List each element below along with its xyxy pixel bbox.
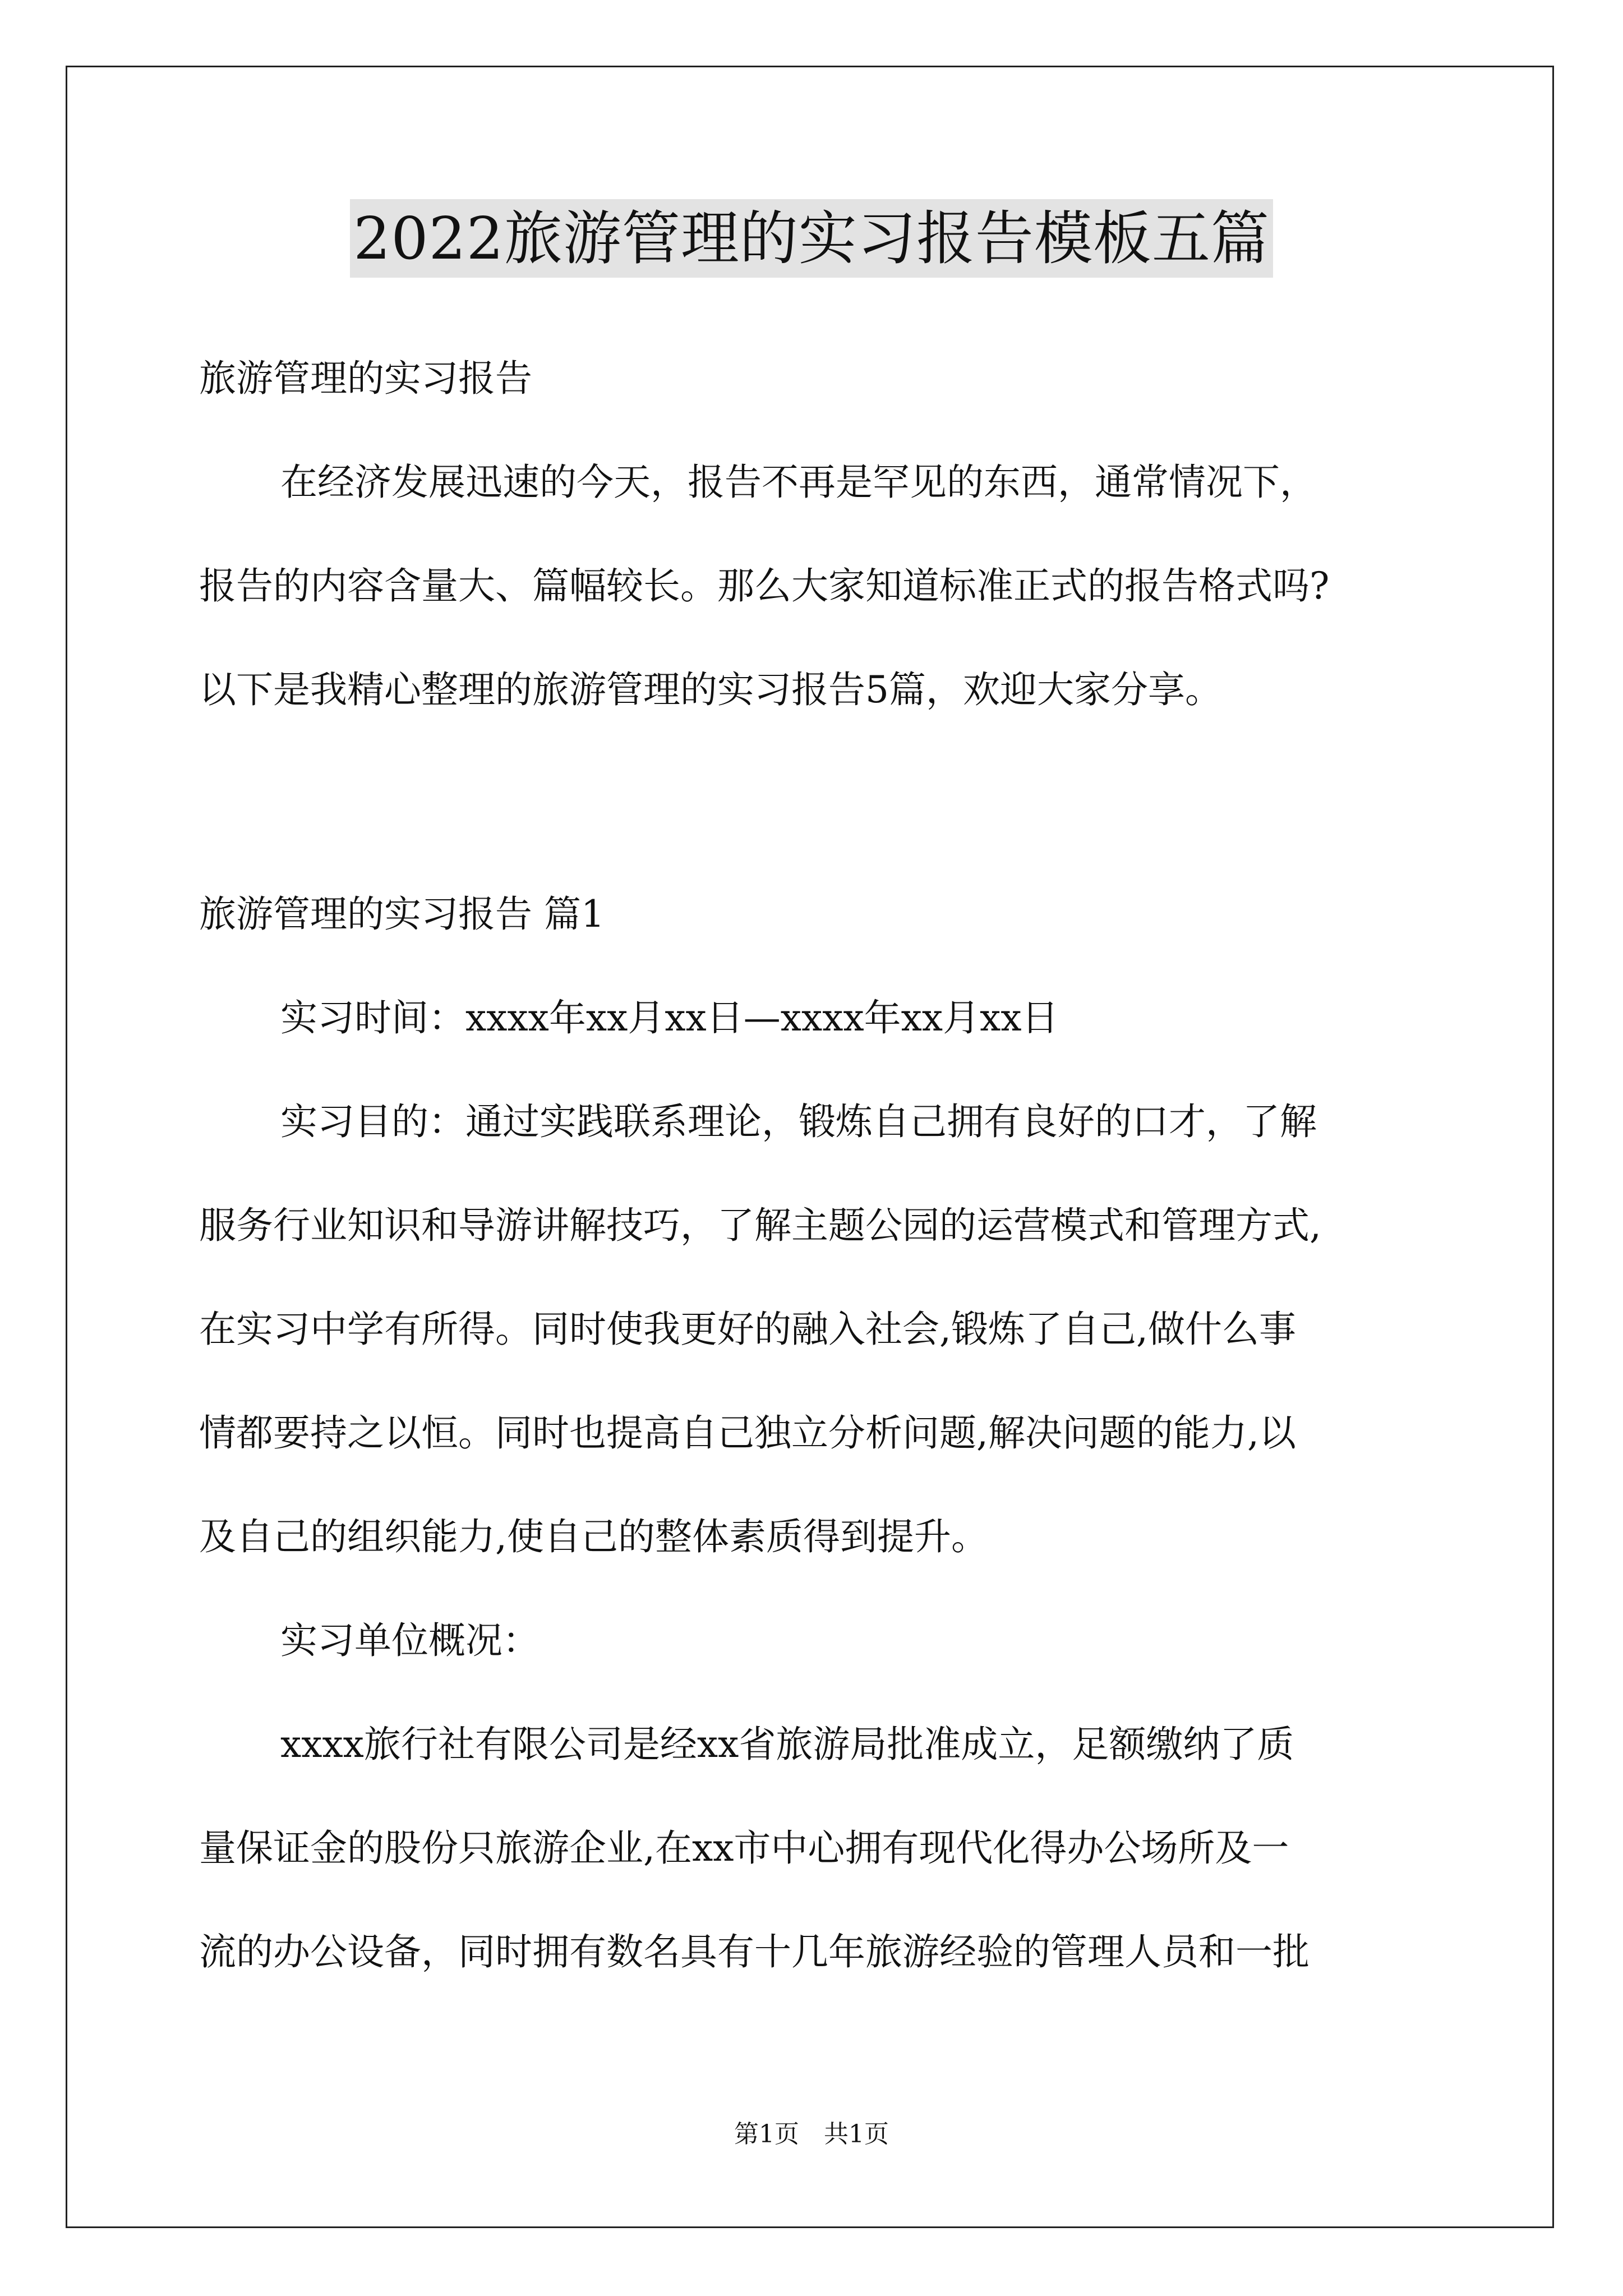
paragraph-line: 以下是我精心整理的旅游管理的实习报告5篇，欢迎大家分享。 xyxy=(199,668,1222,711)
paragraph-line: 报告的内容含量大、篇幅较长。那么大家知道标准正式的报告格式吗? xyxy=(199,564,1330,608)
paragraph-line: 在实习中学有所得。同时使我更好的融入社会,锻炼了自己,做什么事 xyxy=(199,1308,1296,1351)
paragraph-line: 及自己的组织能力,使自己的整体素质得到提升。 xyxy=(199,1515,988,1558)
paragraph-line: 量保证金的股份只旅游企业,在xx市中心拥有现代化得办公场所及一 xyxy=(199,1826,1289,1870)
title-wrap xyxy=(0,199,1623,278)
section-heading: 旅游管理的实习报告 xyxy=(199,357,532,400)
paragraph-line: 在经济发展迅速的今天，报告不再是罕见的东西，通常情况下， xyxy=(280,461,1317,504)
paragraph-line: xxxx旅行社有限公司是经xx省旅游局批准成立，足额缴纳了质 xyxy=(280,1723,1294,1766)
document-title: 2022旅游管理的实习报告模板五篇 xyxy=(350,199,1273,278)
paragraph-line: 实习时间：xxxx年xx月xx日—xxxx年xx月xx日 xyxy=(280,996,1059,1039)
paragraph-line: 实习单位概况： xyxy=(280,1619,540,1662)
paragraph-line: 实习目的：通过实践联系理论，锻炼自己拥有良好的口才，了解 xyxy=(280,1100,1317,1143)
paragraph-line: 服务行业知识和导游讲解技巧，了解主题公园的运营模式和管理方式, xyxy=(199,1204,1321,1247)
section-heading: 旅游管理的实习报告 篇1 xyxy=(199,892,605,936)
page-footer: 第1页 共1页 xyxy=(734,2120,889,2148)
paragraph-line: 流的办公设备，同时拥有数名具有十几年旅游经验的管理人员和一批 xyxy=(199,1930,1310,1973)
paragraph-line: 情都要持之以恒。同时也提高自己独立分析问题,解决问题的能力,以 xyxy=(199,1411,1296,1455)
